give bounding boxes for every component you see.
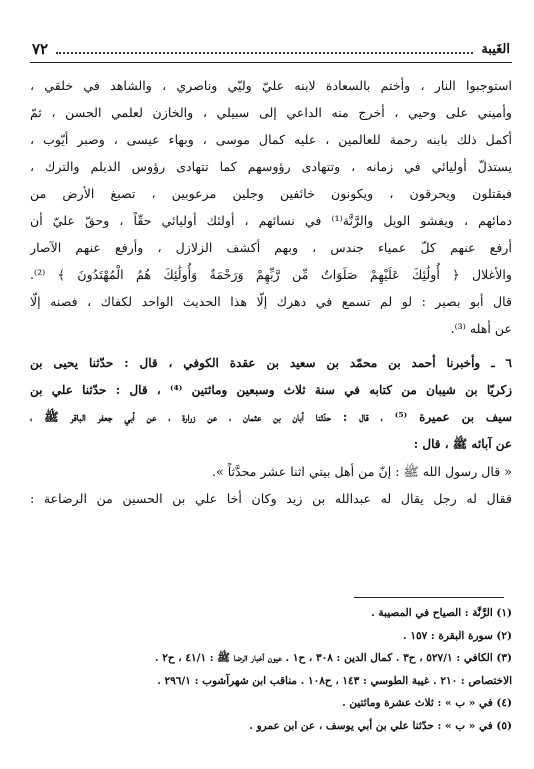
footnotes xyxy=(30,602,512,737)
running-title: الغَيبة xyxy=(481,41,510,57)
footnote: (٢) سورة البقرة : ١٥٧ . xyxy=(403,629,512,642)
footnote-separator xyxy=(354,597,504,598)
text-line: استوجبوا النار ، وأختم بالسعادة لابنه عليّ وليّي وناصري ، والشاهد في خلقي ، xyxy=(30,78,512,93)
main-text xyxy=(30,72,512,512)
quran-verse-line: والأغلال ﴿ أُولَٰئِكَ عَلَيْهِمْ صَلَوَاتٌ مِّن رَّبِّهِمْ وَرَحْمَةٌ وَأُولَٰئِكَ هُمُ الْمُهْتَدُونَ ﴾ ⁽²⁾. xyxy=(30,267,512,282)
header-rule xyxy=(30,62,512,63)
footnote: (٥) في « ب » : حدّثنا علي بن أبي يوسف ، عن ابن عمرو . xyxy=(249,719,512,732)
header-dotted-leader xyxy=(56,44,473,54)
hadith-chain-line: ٦ ـ وأخبرنا أحمد بن محمّد بن سعيد بن عقدة الكوفي ، قال : حدّثنا يحيى بن xyxy=(30,356,512,370)
hadith-chain-line: سيف بن عميرة ⁽⁵⁾ ، قال : حدّثنا أبان بن عثمان ، عن زرارة ، عن أبي جعفر الباقر ﷺ ، xyxy=(30,410,512,424)
footnote: (٣) الكافي : ٥٢٧/١ ، ح٣ . كمال الدين : ٣٠٨ ، ح١ . عيون أخبار الرضا ﷺ : ٤١/١ ، ح٢ . xyxy=(154,652,512,664)
footnote: (٤) في « ب » : ثلاث عشرة ومائتين . xyxy=(342,697,512,709)
text-line: أرفع عنهم كلّ عمياء جندس ، وبهم أكشف الزلازل ، وأرفع عنهم الآصار xyxy=(30,240,512,255)
text-line: أكمل ذلك بابنه رحمة للعالمين ، عليه كمال موسى ، وبهاء عيسى ، وصبر أيّوب ، xyxy=(30,132,512,147)
hadith-chain-line: عن آبائه ﷺ ، قال : xyxy=(413,437,512,451)
text-line: يستذلّ أوليائي في زمانه ، وتتهادى رؤوسهم كما تتهادى رؤوس الديلم والترك ، xyxy=(30,159,512,174)
text-line: دمائهم ، ويفشو الويل والرَّنَّة⁽¹⁾ في نسائهم ، أولئك أوليائي حقّاً ، وحقّ عليّ أن xyxy=(30,213,512,228)
footnote-continuation: الاختصاص : ٢١٠ . غيبة الطوسي : ١٤٣ ، ح١٠٨ . مناقب ابن شهرآشوب : ٢٩٦/١ . xyxy=(157,674,512,687)
text-line: فيقتلون ويحرقون ، ويكونون خائفين وجلين مرعوبين ، تصبغ الأرض من xyxy=(30,186,512,201)
text-line: وأميني على وحيي ، أخرج منه الداعي إلى سبيلي ، والخازن لعلمي الحسن ، ثمّ xyxy=(30,105,512,120)
text-line: قال أبو بصير : لو لم تسمع في دهرك إلّا هذا الحديث الواحد لكفاك ، فصنه إلّا xyxy=(30,294,512,309)
footnote: (١) الرَّنَّة : الصياح في المصيبة . xyxy=(371,607,512,619)
text-line: عن أهله ⁽³⁾. xyxy=(450,321,512,336)
page-number: ٧٢ xyxy=(32,40,49,58)
hadith-text-line: « قال رسول الله ﷺ : إنّ من أهل بيتي اثنا عشر محدَّثاً ». xyxy=(212,464,512,479)
hadith-chain-line: زكريّا بن شيبان من كتابه في سنة ثلاث وسبعين ومائتين ⁽⁴⁾ ، قال : حدّثنا علي بن xyxy=(30,383,512,397)
page-header xyxy=(32,38,510,60)
text-line: فقال له رجل يقال له عبدالله بن زيد وكان أخا علي بن الحسين من الرضاعة : xyxy=(30,491,512,506)
